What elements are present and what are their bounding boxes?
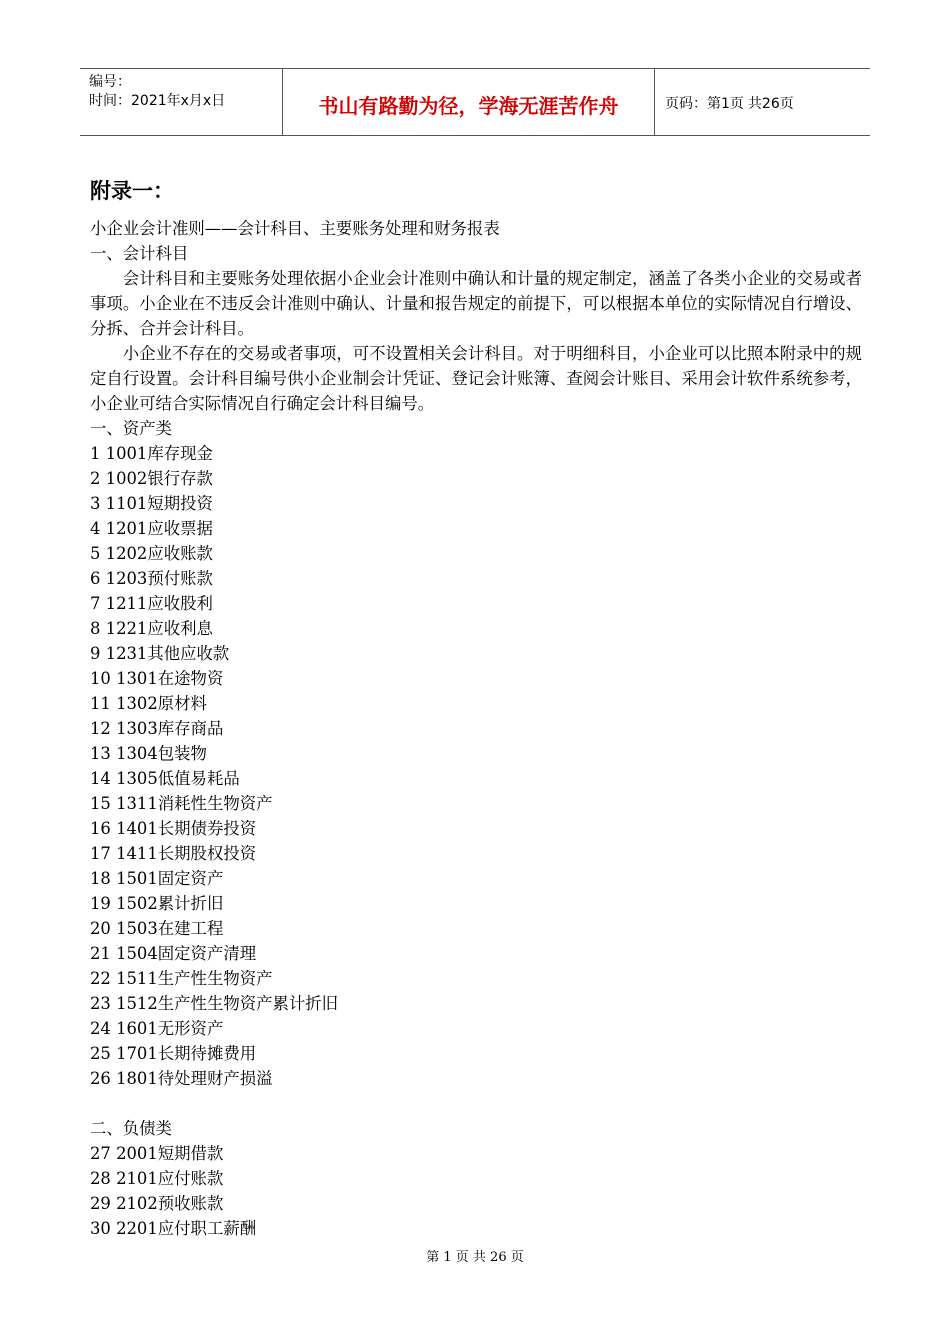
- liabilities-list: [90, 1141, 862, 1241]
- list-item: 13 1304包装物: [90, 744, 207, 763]
- list-item: 8 1221应收利息: [90, 619, 213, 638]
- list-item: 10 1301在途物资: [90, 669, 224, 688]
- list-item: 21 1504固定资产清理: [90, 944, 257, 963]
- paragraph-1: 会计科目和主要账务处理依据小企业会计准则中确认和计量的规定制定，涵盖了各类小企业的交易或者事项。小企业在不违反会计准则中确认、计量和报告规定的前提下，可以根据本单位的实际情况自行增设、分拆、合并会计科目。: [90, 269, 862, 338]
- list-item: 23 1512生产性生物资产累计折旧: [90, 994, 339, 1013]
- page-total-label: 共26页: [747, 96, 794, 112]
- list-item: 22 1511生产性生物资产: [90, 969, 273, 988]
- list-item: 11 1302原材料: [90, 694, 207, 713]
- list-item: 19 1502累计折旧: [90, 894, 224, 913]
- list-item: 29 2102预收账款: [90, 1194, 224, 1213]
- list-item: 18 1501固定资产: [90, 869, 224, 888]
- category-liabilities-title: 二、负债类: [90, 1119, 172, 1138]
- list-item: 24 1601无形资产: [90, 1019, 224, 1038]
- list-item: 14 1305低值易耗品: [90, 769, 240, 788]
- list-item: 25 1701长期待摊费用: [90, 1044, 257, 1063]
- list-item: 7 1211应收股利: [90, 594, 213, 613]
- number-label: 编号：: [89, 74, 131, 90]
- list-item: 5 1202应收账款: [90, 544, 213, 563]
- spacer: [90, 1091, 862, 1116]
- section-title: 一、会计科目: [90, 244, 189, 263]
- list-item: 16 1401长期债券投资: [90, 819, 257, 838]
- list-item: 1 1001库存现金: [90, 444, 213, 463]
- list-item: 20 1503在建工程: [90, 919, 224, 938]
- list-item: 12 1303库存商品: [90, 719, 224, 738]
- list-item: 4 1201应收票据: [90, 519, 213, 538]
- header-meta: [80, 69, 282, 135]
- category-assets-title: 一、资产类: [90, 419, 172, 438]
- page-footer: 第 1 页 共 26 页: [426, 1250, 524, 1265]
- header-page-info: [655, 69, 870, 135]
- list-item: 2 1002银行存款: [90, 469, 213, 488]
- header-motto: 书山有路勤为径，学海无涯苦作舟: [282, 69, 655, 135]
- page-header: [80, 68, 870, 136]
- list-item: 27 2001短期借款: [90, 1144, 224, 1163]
- appendix-heading: 附录一：: [90, 179, 174, 203]
- list-item: 28 2101应付账款: [90, 1169, 224, 1188]
- time-label: 时间：2021年x月x日: [89, 93, 226, 109]
- list-item: 15 1311消耗性生物资产: [90, 794, 273, 813]
- list-item: 26 1801待处理财产损溢: [90, 1069, 273, 1088]
- document-body: [90, 176, 862, 1241]
- list-item: 6 1203预付账款: [90, 569, 213, 588]
- list-item: 30 2201应付职工薪酬: [90, 1219, 257, 1238]
- page-number-label: 页码：第1页: [665, 96, 744, 112]
- list-item: 3 1101短期投资: [90, 494, 213, 513]
- document-subtitle: 小企业会计准则——会计科目、主要账务处理和财务报表: [90, 219, 500, 238]
- list-item: 9 1231其他应收款: [90, 644, 230, 663]
- paragraph-2: 小企业不存在的交易或者事项，可不设置相关会计科目。对于明细科目，小企业可以比照本附录中的规定自行设置。会计科目编号供小企业制会计凭证、登记会计账簿、查阅会计账目、采用会计软件系统参考，小企业可结合实际情况自行确定会计科目编号。: [90, 344, 862, 413]
- assets-list: [90, 441, 862, 1091]
- list-item: 17 1411长期股权投资: [90, 844, 257, 863]
